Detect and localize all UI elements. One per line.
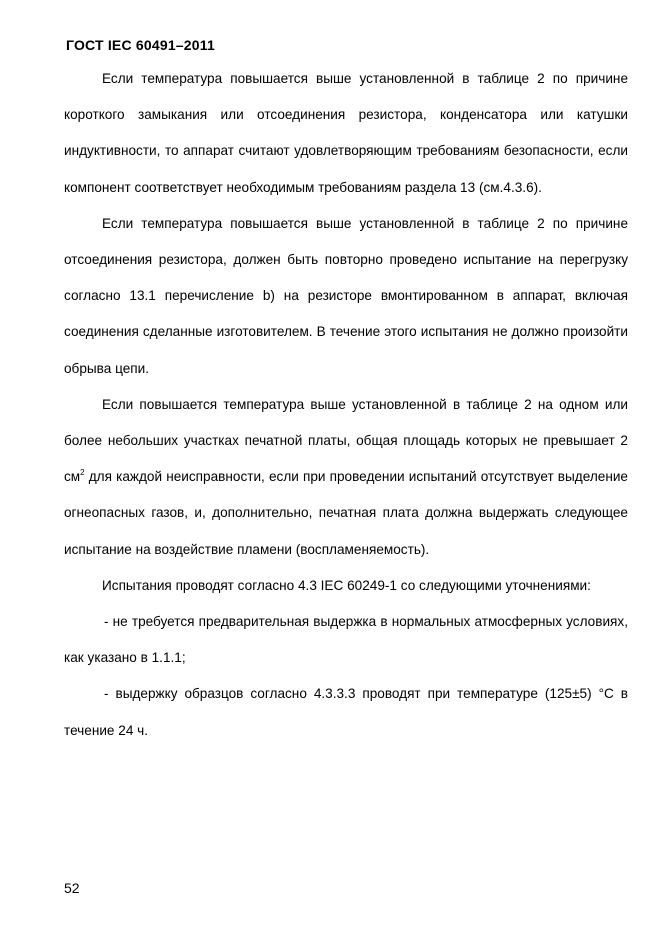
- document-body: [64, 61, 628, 749]
- paragraph-test-method: Испытания проводят согласно 4.3 IEC 60249-1 со следующими уточнениями:: [102, 577, 591, 593]
- paragraph-printed-board-text-1: Если повышается температура выше установленной в таблице 2 на одном или более небольших участках печатной платы, общая площадь которых не превышает 2 см: [64, 396, 628, 485]
- paragraph-printed-board-text-2: для каждой неисправности, если при проведении испытаний отсутствует выделение огнеопасных газов, и, дополнительно, печатная плата должна выдержать следующее испытание на воздействие пламени (воспламеняемость).: [64, 469, 628, 557]
- list-item-sample-exposure: - выдержку образцов согласно 4.3.3.3 проводят при температуре (125±5) °С в течение 24 ч.: [64, 686, 628, 738]
- paragraph-resistor-disconnect: Если температура повышается выше установленной в таблице 2 по причине отсоединения резистора, должен быть повторно проведено испытание на перегрузку согласно 13.1 перечисление b) на резисторе вмонтированном в аппарат, включая соединения сделанные изготовителем. В течение этого испытания не должно произойти обрыва цепи.: [64, 215, 628, 376]
- page-number: 52: [64, 880, 80, 896]
- list-item-no-preconditioning: - не требуется предварительная выдержка в нормальных атмосферных условиях, как указано в 1.1.1;: [64, 614, 628, 666]
- paragraph-printed-board: [64, 387, 628, 568]
- area-unit-superscript: 2: [80, 468, 85, 478]
- document-header-standard-id: ГОСТ IEC 60491–2011: [66, 37, 215, 53]
- paragraph-short-circuit: Если температура повышается выше установленной в таблице 2 по причине короткого замыкания или отсоединения резистора, конденсатора или катушки индуктивности, то аппарат считают удовлетворяющим требованиям безопасности, если компонент соответствует необходимым требованиям раздела 13 (см.4.3.6).: [64, 71, 628, 195]
